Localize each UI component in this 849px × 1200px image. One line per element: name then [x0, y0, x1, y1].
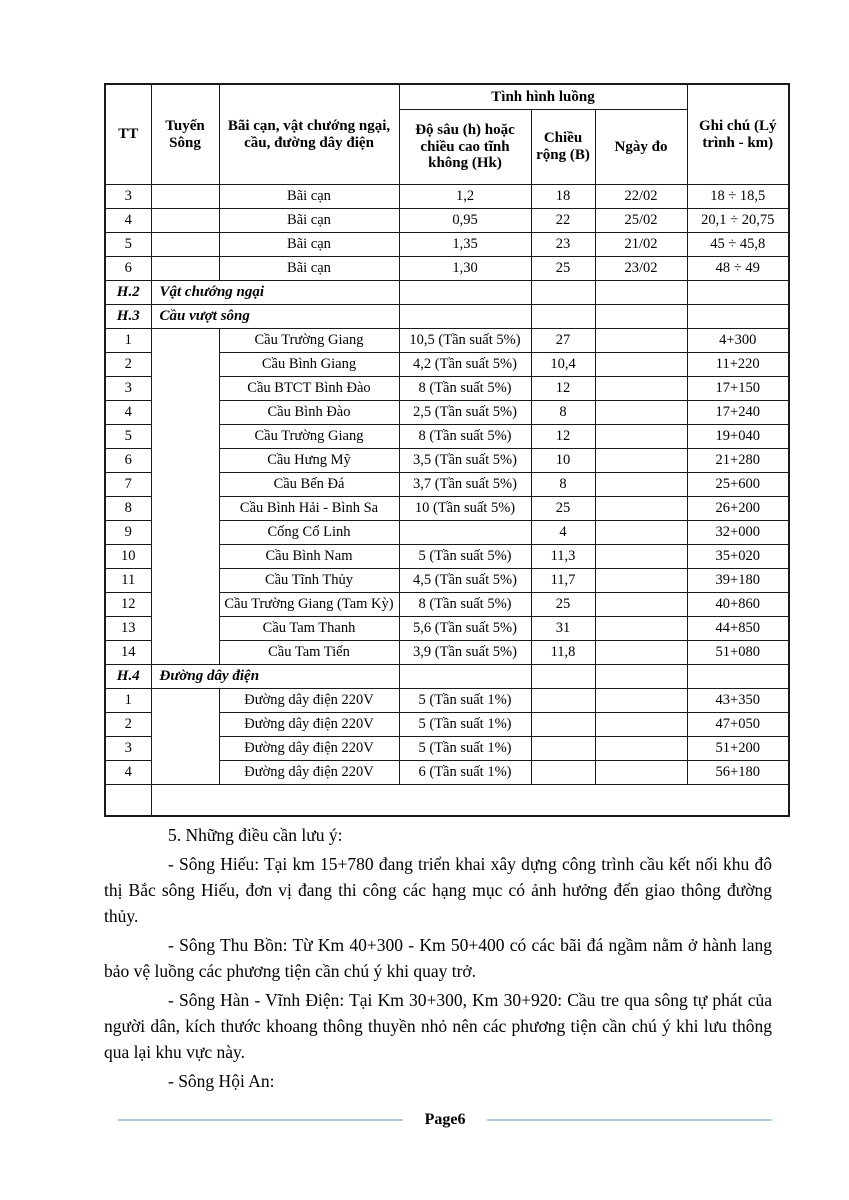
- cell-note: 51+080: [687, 641, 789, 665]
- cell-note: 20,1 ÷ 20,75: [687, 209, 789, 233]
- cell-date: [595, 737, 687, 761]
- cell-date: [595, 305, 687, 329]
- section-row: [105, 305, 789, 329]
- cell-date: [595, 641, 687, 665]
- cell-date: [595, 425, 687, 449]
- header-obstacle: Bãi cạn, vật chướng ngại, cầu, đường dây điện: [219, 84, 399, 185]
- cell-width: [531, 713, 595, 737]
- cell-width: 12: [531, 377, 595, 401]
- cell-tt: 12: [105, 593, 151, 617]
- cell-route: [151, 233, 219, 257]
- cell-width: [531, 761, 595, 785]
- cell-date: [595, 593, 687, 617]
- cell-tt: 7: [105, 473, 151, 497]
- cell-depth: 10,5 (Tần suất 5%): [399, 329, 531, 353]
- cell-width: 12: [531, 425, 595, 449]
- cell-blank: [151, 785, 789, 817]
- cell-width: 31: [531, 617, 595, 641]
- cell-section-label: Đường dây điện: [151, 665, 399, 689]
- cell-name: Cầu BTCT Bình Đào: [219, 377, 399, 401]
- cell-date: [595, 761, 687, 785]
- cell-depth: 5 (Tần suất 1%): [399, 737, 531, 761]
- cell-depth: 5 (Tần suất 5%): [399, 545, 531, 569]
- cell-tt: 2: [105, 353, 151, 377]
- cell-route: [151, 689, 219, 785]
- cell-date: [595, 329, 687, 353]
- header-tt: TT: [105, 84, 151, 185]
- cell-section-label: Cầu vượt sông: [151, 305, 399, 329]
- table-header: [105, 84, 789, 185]
- cell-depth: [399, 305, 531, 329]
- cell-width: [531, 737, 595, 761]
- cell-name: Bãi cạn: [219, 233, 399, 257]
- cell-date: [595, 545, 687, 569]
- cell-depth: 3,5 (Tần suất 5%): [399, 449, 531, 473]
- cell-depth: 1,2: [399, 185, 531, 209]
- cell-route: [151, 257, 219, 281]
- cell-section-label: Vật chướng ngại: [151, 281, 399, 305]
- table-row: [105, 689, 789, 713]
- cell-tt: 4: [105, 401, 151, 425]
- cell-depth: 5 (Tần suất 1%): [399, 689, 531, 713]
- cell-date: [595, 473, 687, 497]
- cell-note: 17+240: [687, 401, 789, 425]
- cell-note: [687, 281, 789, 305]
- cell-depth: 1,30: [399, 257, 531, 281]
- cell-date: [595, 281, 687, 305]
- cell-depth: 10 (Tần suất 5%): [399, 497, 531, 521]
- cell-depth: 3,9 (Tần suất 5%): [399, 641, 531, 665]
- cell-date: [595, 521, 687, 545]
- cell-depth: [399, 281, 531, 305]
- note-paragraph: - Sông Hội An:: [168, 1071, 275, 1091]
- cell-date: [595, 497, 687, 521]
- cell-name: Cầu Tam Thanh: [219, 617, 399, 641]
- cell-note: 32+000: [687, 521, 789, 545]
- cell-depth: 5 (Tần suất 1%): [399, 713, 531, 737]
- cell-date: 21/02: [595, 233, 687, 257]
- cell-note: 39+180: [687, 569, 789, 593]
- page-number: Page6: [424, 1111, 466, 1128]
- table-body: [105, 185, 789, 817]
- cell-name: Đường dây điện 220V: [219, 761, 399, 785]
- cell-name: Cầu Bình Nam: [219, 545, 399, 569]
- cell-tt: 6: [105, 449, 151, 473]
- cell-note: 25+600: [687, 473, 789, 497]
- cell-depth: 3,7 (Tần suất 5%): [399, 473, 531, 497]
- cell-note: 44+850: [687, 617, 789, 641]
- cell-section-id: H.4: [105, 665, 151, 689]
- cell-name: Cống Cổ Linh: [219, 521, 399, 545]
- cell-depth: 8 (Tần suất 5%): [399, 593, 531, 617]
- notes-section: [104, 822, 772, 1097]
- note-paragraph: - Sông Hàn - Vĩnh Điện: Tại Km 30+300, Km 30+920: Cầu tre qua sông tự phát của người dân, kích thước khoang thông thuyền nhỏ nên các phương tiện cần chú ý khi lưu thông qua lại khu vực này.: [104, 990, 772, 1062]
- cell-note: 4+300: [687, 329, 789, 353]
- cell-name: Cầu Trường Giang: [219, 425, 399, 449]
- header-note: Ghi chú (Lý trình - km): [687, 84, 789, 185]
- cell-width: 8: [531, 473, 595, 497]
- cell-note: 47+050: [687, 713, 789, 737]
- cell-tt: 3: [105, 377, 151, 401]
- cell-tt: 5: [105, 233, 151, 257]
- table-row: [105, 185, 789, 209]
- note-paragraph: - Sông Thu Bồn: Từ Km 40+300 - Km 50+400 có các bãi đá ngầm nằm ở hành lang bảo vệ luồng các phương tiện cần chú ý khi quay trở.: [104, 935, 772, 981]
- cell-section-id: H.2: [105, 281, 151, 305]
- cell-depth: 8 (Tần suất 5%): [399, 425, 531, 449]
- cell-date: [595, 377, 687, 401]
- cell-width: 4: [531, 521, 595, 545]
- cell-depth: 1,35: [399, 233, 531, 257]
- cell-tt: 9: [105, 521, 151, 545]
- cell-route: [151, 329, 219, 665]
- section-row: [105, 281, 789, 305]
- cell-width: 11,8: [531, 641, 595, 665]
- cell-section-id: H.3: [105, 305, 151, 329]
- cell-name: Cầu Bến Đá: [219, 473, 399, 497]
- cell-width: 23: [531, 233, 595, 257]
- cell-name: Đường dây điện 220V: [219, 713, 399, 737]
- cell-tt: 8: [105, 497, 151, 521]
- cell-note: [687, 665, 789, 689]
- cell-note: 19+040: [687, 425, 789, 449]
- page-footer: [118, 1110, 772, 1130]
- cell-depth: 2,5 (Tần suất 5%): [399, 401, 531, 425]
- cell-note: 11+220: [687, 353, 789, 377]
- cell-name: Cầu Tĩnh Thủy: [219, 569, 399, 593]
- cell-width: 25: [531, 497, 595, 521]
- table-row: [105, 233, 789, 257]
- cell-route: [151, 209, 219, 233]
- cell-width: [531, 689, 595, 713]
- cell-date: 23/02: [595, 257, 687, 281]
- cell-note: [687, 305, 789, 329]
- cell-width: [531, 665, 595, 689]
- cell-width: 27: [531, 329, 595, 353]
- cell-note: 45 ÷ 45,8: [687, 233, 789, 257]
- cell-name: Cầu Hưng Mỹ: [219, 449, 399, 473]
- cell-tt: 3: [105, 737, 151, 761]
- cell-tt: 2: [105, 713, 151, 737]
- cell-name: Đường dây điện 220V: [219, 689, 399, 713]
- cell-note: 48 ÷ 49: [687, 257, 789, 281]
- cell-tt: 6: [105, 257, 151, 281]
- table-row: [105, 257, 789, 281]
- cell-tt: 10: [105, 545, 151, 569]
- cell-name: Bãi cạn: [219, 209, 399, 233]
- cell-depth: [399, 665, 531, 689]
- cell-depth: 4,2 (Tần suất 5%): [399, 353, 531, 377]
- cell-name: Cầu Trường Giang: [219, 329, 399, 353]
- cell-name: Cầu Bình Đào: [219, 401, 399, 425]
- cell-note: 35+020: [687, 545, 789, 569]
- cell-tt: 4: [105, 209, 151, 233]
- cell-tt: 4: [105, 761, 151, 785]
- table-row: [105, 209, 789, 233]
- cell-name: Cầu Bình Hải - Bình Sa: [219, 497, 399, 521]
- cell-date: [595, 665, 687, 689]
- header-depth: Độ sâu (h) hoặc chiều cao tĩnh không (Hk): [399, 110, 531, 185]
- notes-heading: 5. Những điều cần lưu ý:: [168, 825, 343, 845]
- cell-width: 11,7: [531, 569, 595, 593]
- cell-note: 40+860: [687, 593, 789, 617]
- cell-tt: 11: [105, 569, 151, 593]
- header-channel-group: Tình hình luồng: [399, 84, 687, 110]
- footer-rule-left: [118, 1119, 403, 1121]
- cell-depth: 8 (Tần suất 5%): [399, 377, 531, 401]
- cell-width: 10: [531, 449, 595, 473]
- table-row: [105, 329, 789, 353]
- cell-width: 25: [531, 593, 595, 617]
- cell-tt: 5: [105, 425, 151, 449]
- note-paragraph: - Sông Hiếu: Tại km 15+780 đang triển khai xây dựng công trình cầu kết nối khu đô thị Bắc sông Hiếu, đơn vị đang thi công các hạng mục có ảnh hưởng đến giao thông đường thủy.: [104, 854, 772, 926]
- cell-tt: 1: [105, 329, 151, 353]
- header-width: Chiều rộng (B): [531, 110, 595, 185]
- cell-tt: 13: [105, 617, 151, 641]
- cell-tt: [105, 785, 151, 817]
- cell-note: 21+280: [687, 449, 789, 473]
- cell-name: Bãi cạn: [219, 185, 399, 209]
- cell-depth: 5,6 (Tần suất 5%): [399, 617, 531, 641]
- cell-date: [595, 353, 687, 377]
- cell-width: 11,3: [531, 545, 595, 569]
- cell-name: Cầu Tam Tiến: [219, 641, 399, 665]
- cell-note: 43+350: [687, 689, 789, 713]
- cell-note: 56+180: [687, 761, 789, 785]
- cell-date: [595, 689, 687, 713]
- cell-name: Đường dây điện 220V: [219, 737, 399, 761]
- cell-date: 22/02: [595, 185, 687, 209]
- cell-note: 26+200: [687, 497, 789, 521]
- cell-route: [151, 185, 219, 209]
- cell-date: [595, 569, 687, 593]
- section-row: [105, 665, 789, 689]
- cell-width: 22: [531, 209, 595, 233]
- cell-width: 25: [531, 257, 595, 281]
- cell-tt: 14: [105, 641, 151, 665]
- cell-date: [595, 449, 687, 473]
- cell-date: [595, 713, 687, 737]
- cell-name: Cầu Trường Giang (Tam Kỳ): [219, 593, 399, 617]
- cell-width: [531, 281, 595, 305]
- cell-depth: 6 (Tần suất 1%): [399, 761, 531, 785]
- cell-width: 8: [531, 401, 595, 425]
- cell-date: 25/02: [595, 209, 687, 233]
- cell-tt: 1: [105, 689, 151, 713]
- cell-note: 18 ÷ 18,5: [687, 185, 789, 209]
- cell-width: 10,4: [531, 353, 595, 377]
- cell-name: Cầu Bình Giang: [219, 353, 399, 377]
- header-route: Tuyến Sông: [151, 84, 219, 185]
- cell-name: Bãi cạn: [219, 257, 399, 281]
- cell-width: [531, 305, 595, 329]
- cell-width: 18: [531, 185, 595, 209]
- cell-note: 17+150: [687, 377, 789, 401]
- cell-date: [595, 401, 687, 425]
- empty-row: [105, 785, 789, 817]
- cell-depth: [399, 521, 531, 545]
- channel-survey-table: [104, 83, 790, 817]
- cell-note: 51+200: [687, 737, 789, 761]
- cell-date: [595, 617, 687, 641]
- cell-depth: 4,5 (Tần suất 5%): [399, 569, 531, 593]
- cell-depth: 0,95: [399, 209, 531, 233]
- footer-rule-right: [487, 1119, 772, 1121]
- cell-tt: 3: [105, 185, 151, 209]
- header-date: Ngày đo: [595, 110, 687, 185]
